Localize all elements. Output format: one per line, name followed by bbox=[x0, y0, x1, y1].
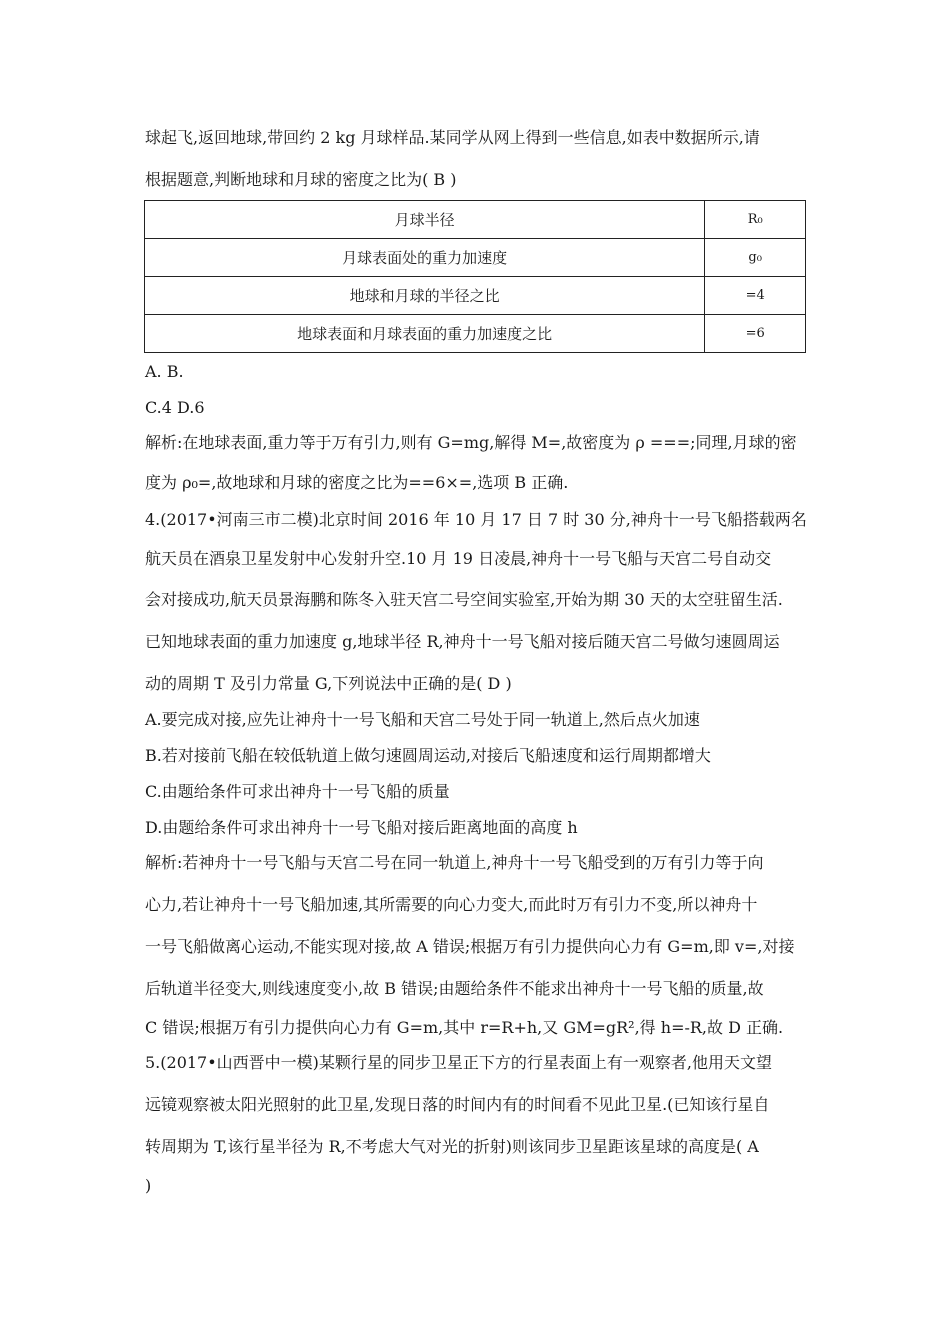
analysis-line: 解析:若神舟十一号飞船与天宫二号在同一轨道上,神舟十一号飞船受到的万有引力等于向 bbox=[145, 853, 764, 872]
option-a: A.要完成对接,应先让神舟十一号飞船和天宫二号处于同一轨道上,然后点火加速 bbox=[145, 710, 700, 729]
table-row bbox=[145, 201, 806, 239]
question-line: 航天员在酒泉卫星发射中心发射升空.10 月 19 日凌晨,神舟十一号飞船与天宫二号自动交 bbox=[145, 549, 772, 568]
option-c: C.由题给条件可求出神舟十一号飞船的质量 bbox=[145, 782, 450, 801]
question-line: 转周期为 T,该行星半径为 R,不考虑大气对光的折射)则该同步卫星距该星球的高度是( A bbox=[145, 1137, 759, 1156]
analysis-line: 心力,若让神舟十一号飞船加速,其所需要的向心力变大,而此时万有引力不变,所以神舟十 bbox=[145, 895, 758, 914]
question-line: 已知地球表面的重力加速度 g,地球半径 R,神舟十一号飞船对接后随天宫二号做匀速圆周运 bbox=[145, 632, 780, 651]
table-cell-value: =4 bbox=[705, 277, 806, 315]
analysis-line: C 错误;根据万有引力提供向心力有 G=m,其中 r=R+h,又 GM=gR²,得 h=-R,故 D 正确. bbox=[145, 1018, 784, 1037]
question-line: 根据题意,判断地球和月球的密度之比为( B ) bbox=[145, 170, 457, 189]
data-table bbox=[144, 200, 806, 353]
question-line: 5.(2017•山西晋中一模)某颗行星的同步卫星正下方的行星表面上有一观察者,他用天文望 bbox=[145, 1053, 772, 1072]
table-cell-label: 月球表面处的重力加速度 bbox=[145, 239, 705, 277]
options-line: A. B. bbox=[145, 362, 184, 381]
text-line: 球起飞,返回地球,带回约 2 kg 月球样品.某同学从网上得到一些信息,如表中数据所示,请 bbox=[145, 128, 760, 147]
question-line: 4.(2017•河南三市二模)北京时间 2016 年 10 月 17 日 7 时 30 分,神舟十一号飞船搭载两名 bbox=[145, 510, 807, 529]
table-row bbox=[145, 277, 806, 315]
table-cell-label: 月球半径 bbox=[145, 201, 705, 239]
table-cell-value: g₀ bbox=[705, 239, 806, 277]
analysis-line: 后轨道半径变大,则线速度变小,故 B 错误;由题给条件不能求出神舟十一号飞船的质量,故 bbox=[145, 979, 764, 998]
table-cell-value: =6 bbox=[705, 315, 806, 353]
question-line: 会对接成功,航天员景海鹏和陈冬入驻天宫二号空间实验室,开始为期 30 天的太空驻留生活. bbox=[145, 590, 783, 609]
table-cell-label: 地球和月球的半径之比 bbox=[145, 277, 705, 315]
table-cell-label: 地球表面和月球表面的重力加速度之比 bbox=[145, 315, 705, 353]
analysis-line: 度为 ρ₀=,故地球和月球的密度之比为==6×=,选项 B 正确. bbox=[145, 473, 569, 492]
table-row bbox=[145, 315, 806, 353]
table-row bbox=[145, 239, 806, 277]
option-b: B.若对接前飞船在较低轨道上做匀速圆周运动,对接后飞船速度和运行周期都增大 bbox=[145, 746, 711, 765]
analysis-line: 解析:在地球表面,重力等于万有引力,则有 G=mg,解得 M=,故密度为 ρ ===;同理,月球的密 bbox=[145, 433, 797, 452]
analysis-line: 一号飞船做离心运动,不能实现对接,故 A 错误;根据万有引力提供向心力有 G=m,即 v=,对接 bbox=[145, 937, 795, 956]
question-line: ) bbox=[145, 1176, 152, 1195]
options-line: C.4 D.6 bbox=[145, 398, 205, 417]
question-line: 远镜观察被太阳光照射的此卫星,发现日落的时间内有的时间看不见此卫星.(已知该行星自 bbox=[145, 1095, 770, 1114]
question-line: 动的周期 T 及引力常量 G,下列说法中正确的是( D ) bbox=[145, 674, 512, 693]
table-cell-value: R₀ bbox=[705, 201, 806, 239]
option-d: D.由题给条件可求出神舟十一号飞船对接后距离地面的高度 h bbox=[145, 818, 578, 837]
